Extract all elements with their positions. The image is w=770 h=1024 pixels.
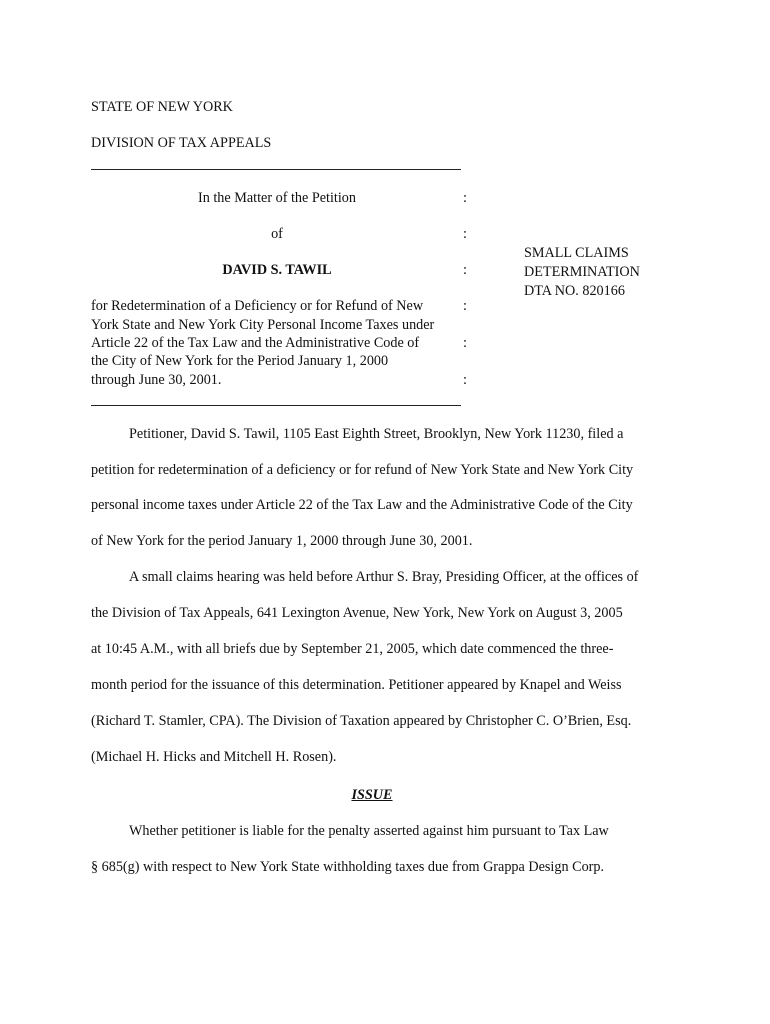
caption-colon: : (463, 262, 467, 278)
caption-purpose-line: the City of New York for the Period January 1, 2000 (91, 353, 389, 369)
caption-colon: : (463, 335, 467, 351)
paragraph-line: of New York for the period January 1, 2000 through June 30, 2001. (91, 533, 473, 549)
caption-matter: In the Matter of the Petition (198, 190, 356, 206)
caption-of: of (271, 226, 283, 242)
caption-colon: : (463, 226, 467, 242)
paragraph-line: A small claims hearing was held before Arthur S. Bray, Presiding Officer, at the offices of (129, 569, 639, 585)
caption-colon: : (463, 372, 467, 388)
paragraph-line: personal income taxes under Article 22 of the Tax Law and the Administrative Code of the City (91, 497, 633, 513)
caption-top-rule (91, 169, 461, 170)
paragraph-line: (Richard T. Stamler, CPA). The Division of Taxation appeared by Christopher C. O’Brien, Esq. (91, 713, 632, 729)
division-heading: DIVISION OF TAX APPEALS (91, 135, 272, 151)
caption-purpose-line: for Redetermination of a Deficiency or for Refund of New (91, 298, 424, 314)
paragraph-line: Petitioner, David S. Tawil, 1105 East Eighth Street, Brooklyn, New York 11230, filed a (129, 426, 624, 442)
paragraph-line: § 685(g) with respect to New York State withholding taxes due from Grappa Design Corp. (91, 859, 605, 875)
caption-purpose-line: through June 30, 2001. (91, 372, 222, 388)
caption-colon: : (463, 190, 467, 206)
paragraph-line: month period for the issuance of this determination. Petitioner appeared by Knapel and Weiss (91, 677, 622, 693)
caption-bottom-rule (91, 405, 461, 406)
caption-purpose-line: York State and New York City Personal Income Taxes under (91, 317, 435, 333)
caption-purpose-line: Article 22 of the Tax Law and the Administrative Code of (91, 335, 420, 351)
determination-label: DETERMINATION (524, 264, 640, 280)
issue-heading: ISSUE (351, 787, 393, 803)
paragraph-line: petition for redetermination of a deficiency or for refund of New York State and New York City (91, 462, 634, 478)
paragraph-line: Whether petitioner is liable for the penalty asserted against him pursuant to Tax Law (129, 823, 609, 839)
paragraph-line: the Division of Tax Appeals, 641 Lexington Avenue, New York, New York on August 3, 2005 (91, 605, 623, 621)
paragraph-line: at 10:45 A.M., with all briefs due by September 21, 2005, which date commenced the three- (91, 641, 614, 657)
state-heading: STATE OF NEW YORK (91, 99, 233, 115)
dta-number: DTA NO. 820166 (524, 283, 625, 299)
determination-block (524, 244, 640, 301)
petitioner-name: DAVID S. TAWIL (222, 262, 332, 278)
caption-colon: : (463, 298, 467, 314)
paragraph-line: (Michael H. Hicks and Mitchell H. Rosen). (91, 749, 337, 765)
determination-type: SMALL CLAIMS (524, 245, 629, 261)
